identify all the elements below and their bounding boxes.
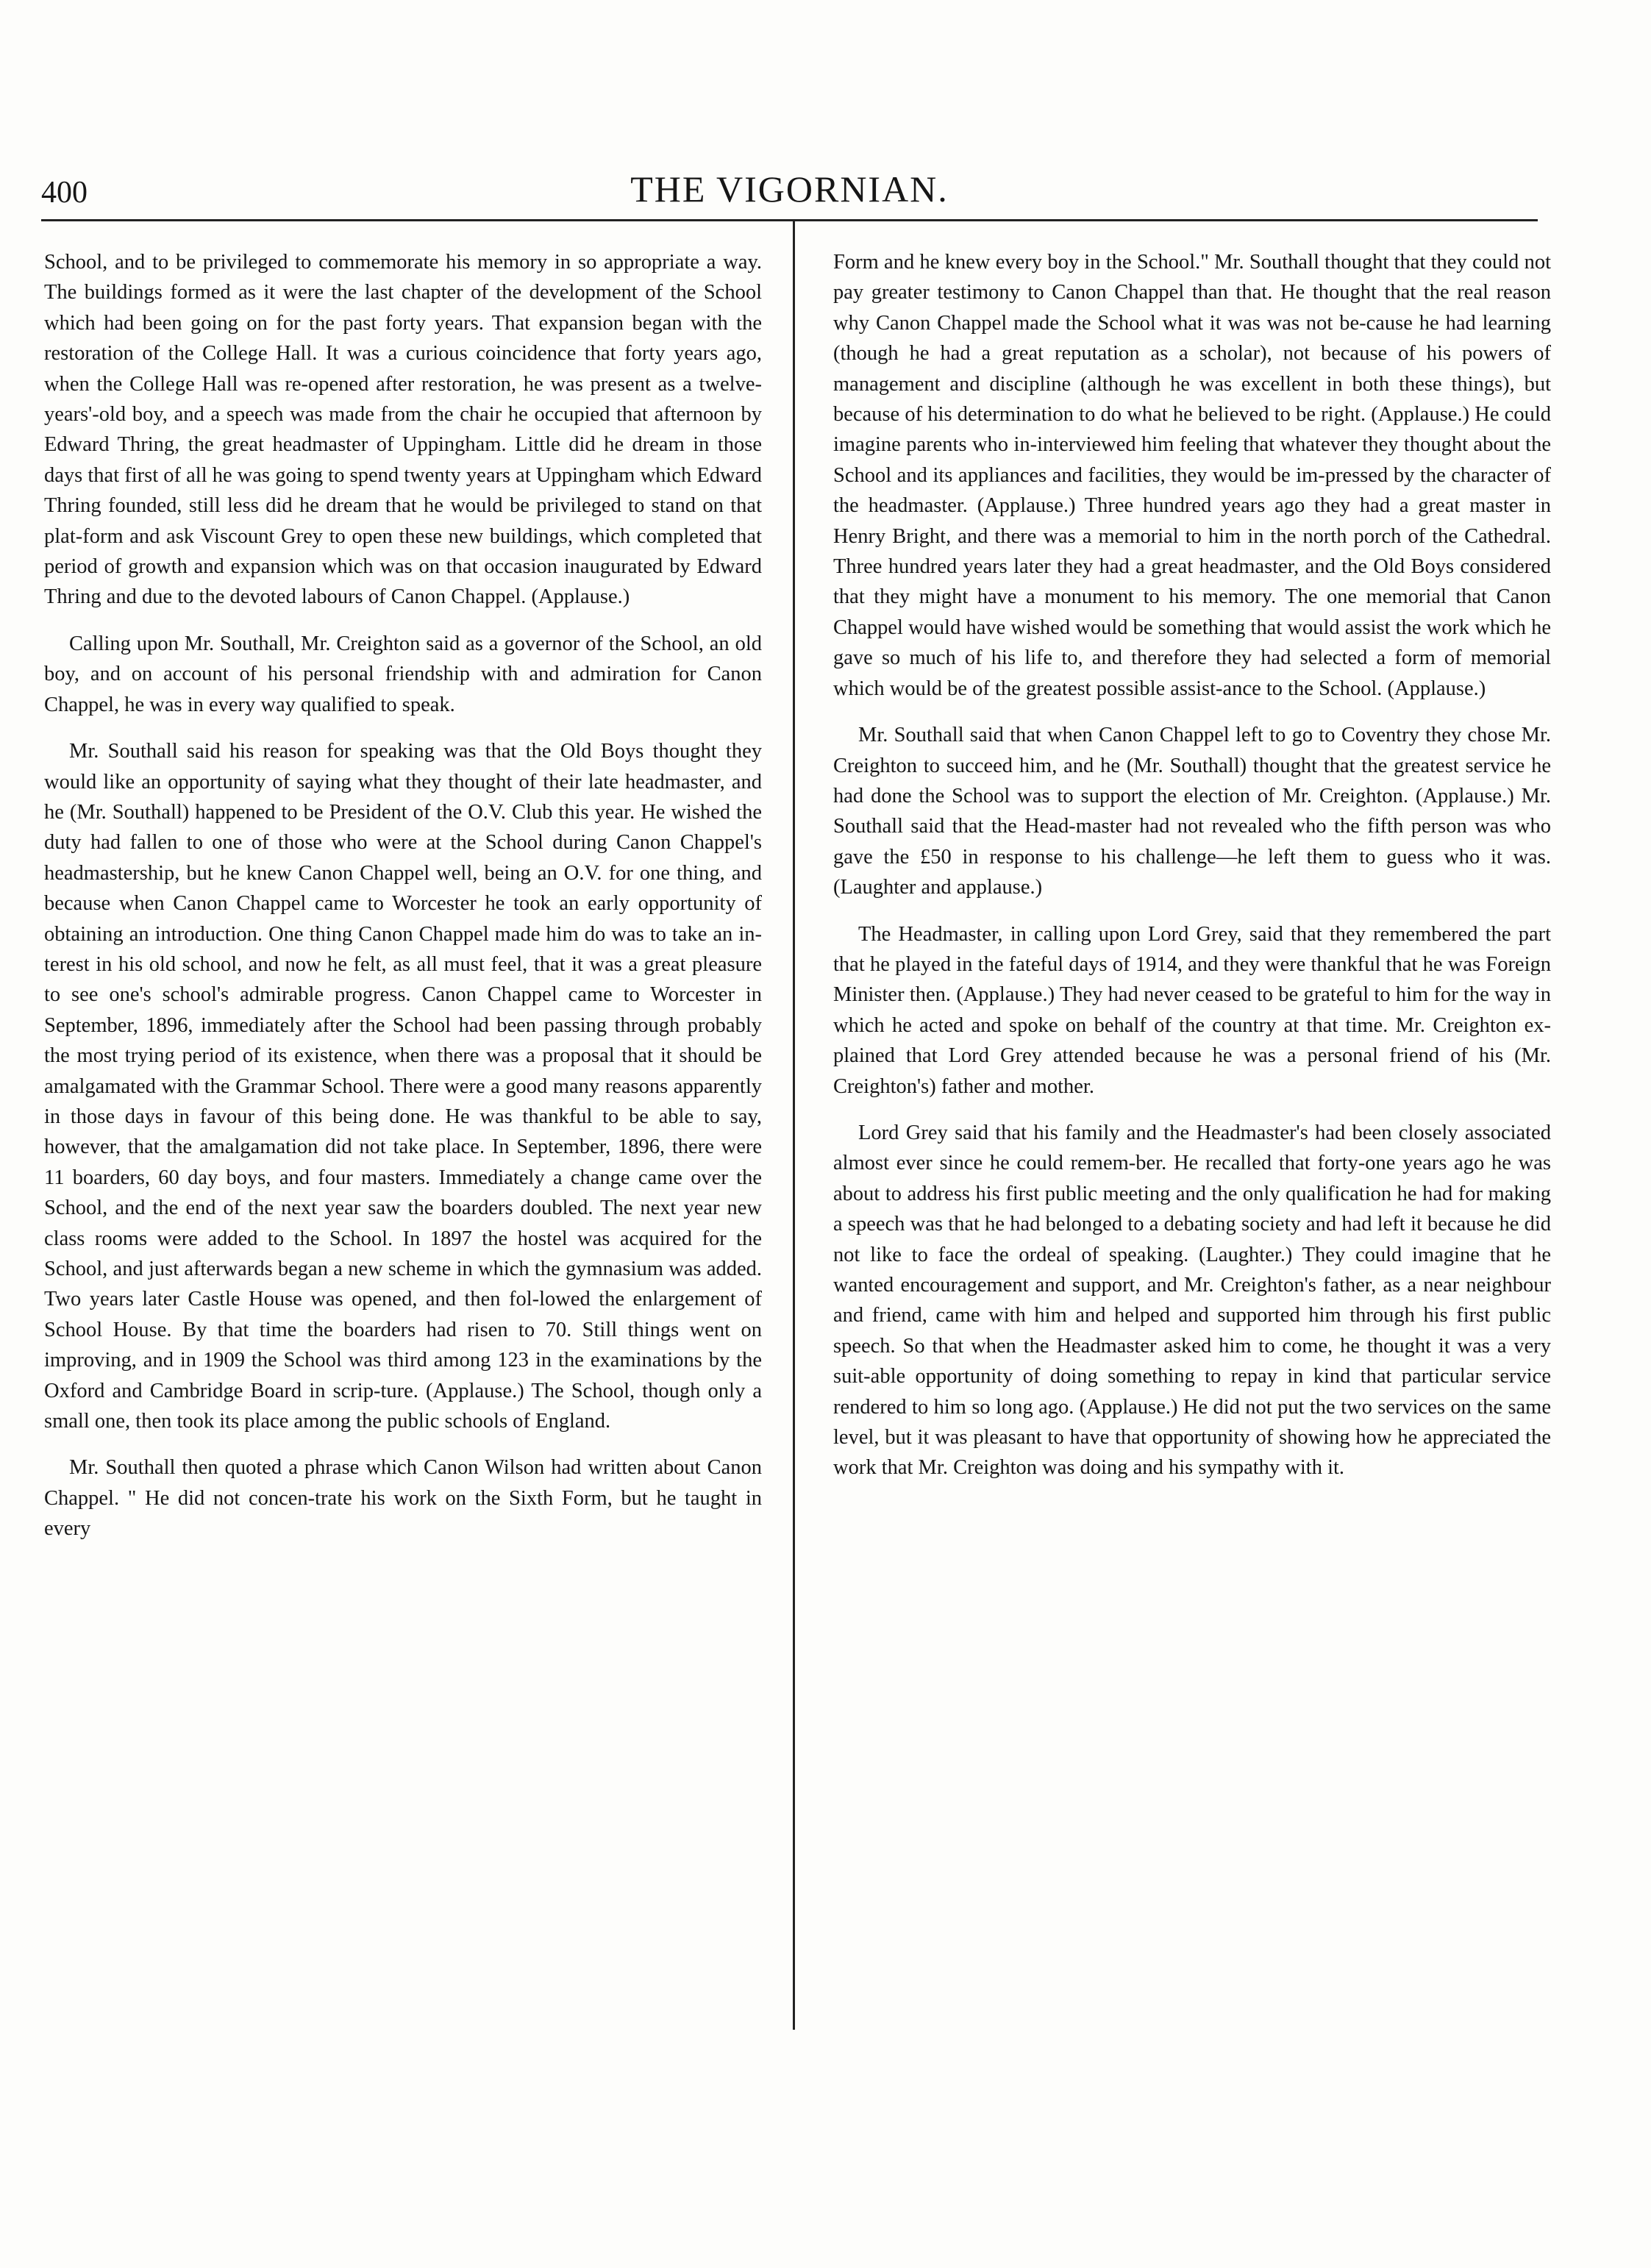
header-rule [41, 219, 1538, 221]
right-column [833, 247, 1551, 1499]
paragraph: The Headmaster, in calling upon Lord Grey, said that they remembered the part that he played in the fateful days of 1914, and they were thankful that he was Foreign Minister then. (Applause.) They had never ceased to be grateful to him for the way in which he acted and spoke on behalf of the country at that time. Mr. Creighton ex-plained that Lord Grey attended because he was a personal friend of his (Mr. Creighton's) father and mother. [833, 922, 1551, 1098]
paragraph: School, and to be privileged to commemorate his memory in so appropriate a way. The buildings formed as it were the last chapter of the development of the School which had been going on for the past forty years. That expansion began with the restoration of the College Hall. It was a curious coincidence that forty years ago, when the College Hall was re-opened after restoration, he was present as a twelve-years'-old boy, and a speech was made from the chair he occupied that afternoon by Edward Thring, the great headmaster of Uppingham. Little did he dream in those days that first of all he was going to spend twenty years at Uppingham which Edward Thring founded, still less did he dream that he would be privileged to stand on that plat-form and ask Viscount Grey to open these new buildings, which completed that period of growth and expansion which was on that occasion inaugurated by Edward Thring and due to the devoted labours of Canon Chappel. (Applause.) [44, 251, 762, 609]
left-column [44, 247, 762, 1561]
column-divider [793, 221, 795, 2030]
paragraph: Mr. Southall said that when Canon Chappel left to go to Coventry they chose Mr. Creighton to succeed him, and he (Mr. Southall) thought that the greatest service he had done the School was to support the election of Mr. Creighton. (Applause.) Mr. Southall said that the Head-master had not revealed who the fifth person was who gave the £50 in response to his challenge—he left them to guess who it was. (Laughter and applause.) [833, 724, 1551, 899]
page-number: 400 [41, 176, 88, 210]
paragraph: Calling upon Mr. Southall, Mr. Creighton said as a governor of the School, an old boy, and on account of his personal friendship with and admiration for Canon Chappel, he was in every way qualified to speak. [44, 632, 762, 716]
paragraph: Mr. Southall said his reason for speaking was that the Old Boys thought they would like an opportunity of saying what they thought of their late headmaster, and he (Mr. Southall) happened to be President of the O.V. Club this year. He wished the duty had fallen to one of those who were at the School during Canon Chappel's headmastership, but he knew Canon Chappel well, being an O.V. for one thing, and because when Canon Chappel came to Worcester he took an early opportunity of obtaining an introduction. One thing Canon Chappel made him do was to take an in-terest in his old school, and now he felt, as all must feel, that it was a great pleasure to see one's school's admirable progress. Canon Chappel came to Worcester in September, 1896, immediately after the School had been passing through probably the most trying period of its existence, when there was a proposal that it should be amalgamated with the Grammar School. There were a good many reasons apparently in those days in favour of this being done. He was thankful to be able to say, however, that the amalgamation did not take place. In September, 1896, there were 11 boarders, 60 day boys, and four masters. Immediately a change came over the School, and the end of the next year saw the boarders doubled. The next year new class rooms were added to the School. In 1897 the hostel was acquired for the School, and just afterwards began a new scheme in which the gymnasium was added. Two years later Castle House was opened, and then fol-lowed the enlargement of School House. By that time the boarders had risen to 70. Still things went on improving, and in 1909 the School was third among 123 in the examinations by the Oxford and Cambridge Board in scrip-ture. (Applause.) The School, though only a small one, then took its place among the public schools of England. [44, 740, 762, 1433]
paragraph: Lord Grey said that his family and the Headmaster's had been closely associated almost ever since he could remem-ber. He recalled that forty-one years ago he was about to address his first public meeting and the only qualification he had for making a speech was that he had belonged to a debating society and had left it because he did not like to face the ordeal of speaking. (Laughter.) They could imagine that he wanted encouragement and support, and Mr. Creighton's father, as a near neighbour and friend, came with him and helped and supported him through his first public speech. So that when the Headmaster asked him to come, he thought it was a very suit-able opportunity of doing something to repay in kind that particular service rendered to him so long ago. (Applause.) He did not put the two services on the same level, but it was pleasant to have that opportunity of showing how he appreciated the work that Mr. Creighton was doing and his sympathy with it. [833, 1121, 1551, 1480]
paragraph: Form and he knew every boy in the School." Mr. Southall thought that they could not pay greater testimony to Canon Chappel than that. He thought that the real reason why Canon Chappel made the School what it was was not be-cause he had learning (though he had a great reputation as a scholar), not because of his powers of management and discipline (although he was excellent in both these things), but because of his determination to do what he believed to be right. (Applause.) He could imagine parents who in-interviewed him feeling that whatever they thought about the School and its appliances and facilities, they would be im-pressed by the character of the headmaster. (Applause.) Three hundred years ago they had a great master in Henry Bright, and there was a memorial to him in the north porch of the Cathedral. Three hundred years later they had a great headmaster, and the Old Boys considered that they might have a monument to his memory. The one memorial that Canon Chappel would have wished would be something that would assist the work which he gave so much of his life to, and therefore they had selected a form of memorial which would be of the greatest possible assist-ance to the School. (Applause.) [833, 251, 1551, 700]
page-title: THE VIGORNIAN. [630, 168, 949, 210]
paragraph: Mr. Southall then quoted a phrase which Canon Wilson had written about Canon Chappel. " He did not concen-trate his work on the Sixth Form, but he taught in every [44, 1456, 762, 1541]
page-header [41, 168, 1538, 219]
